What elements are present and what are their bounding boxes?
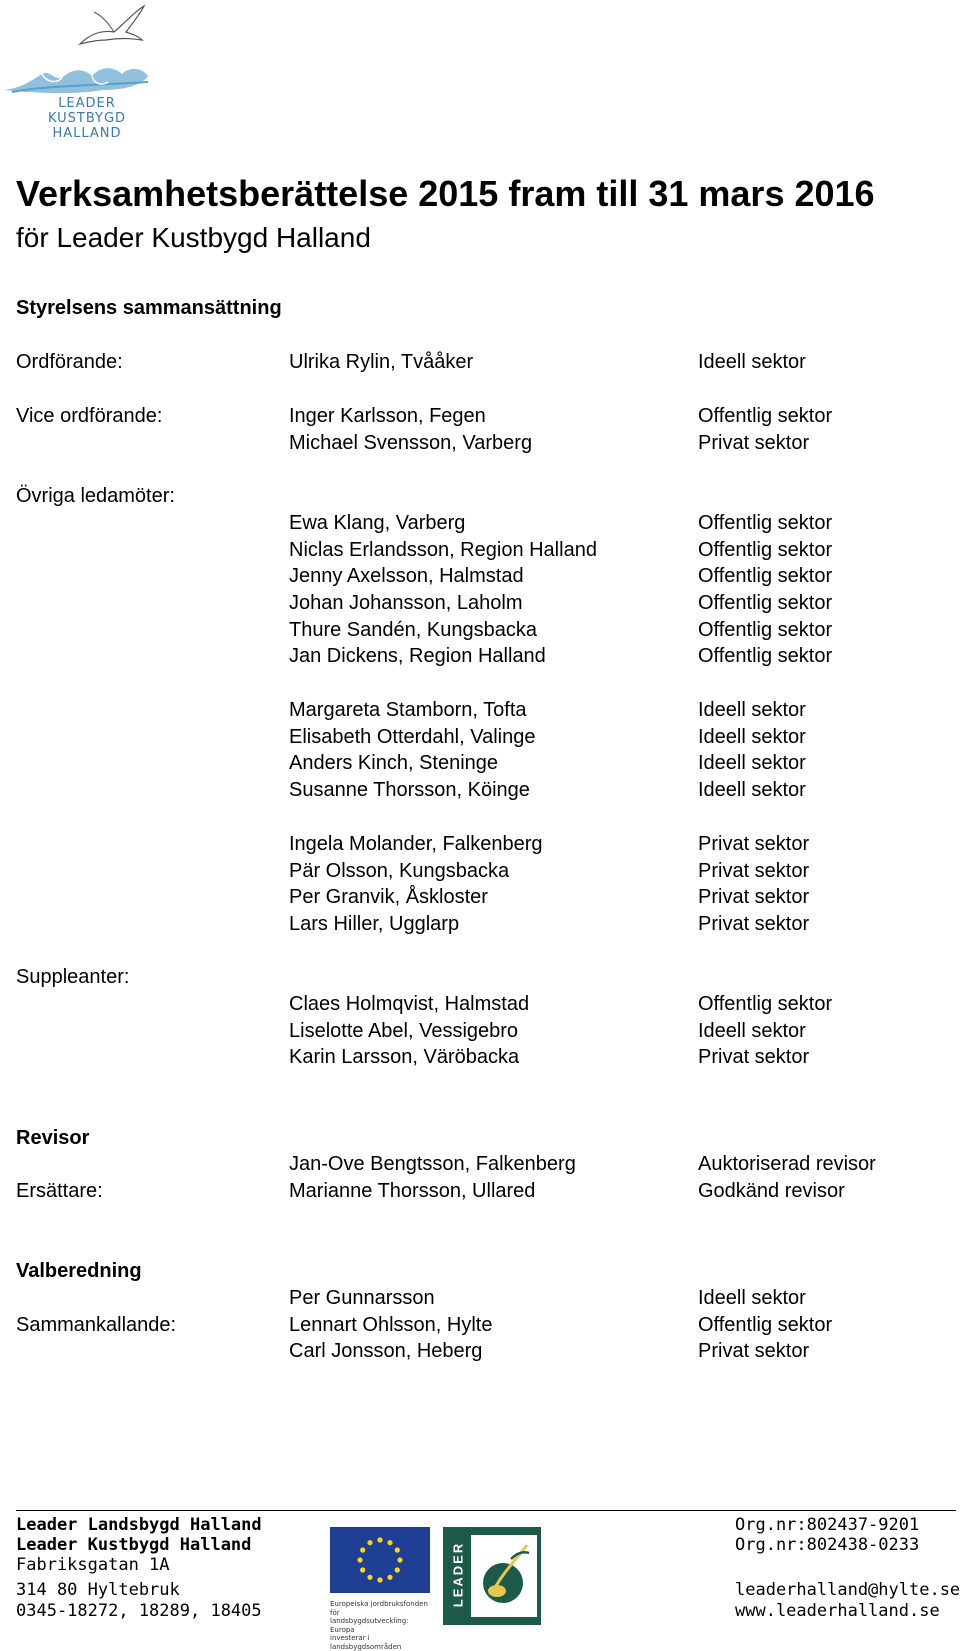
footer-orgnr-2: Org.nr:802438-0233 bbox=[735, 1535, 920, 1555]
nomination-heading: Valberedning bbox=[16, 1260, 142, 1282]
footer-web-link[interactable]: www.leaderhalland.se bbox=[735, 1601, 940, 1621]
vice-label: Vice ordförande: bbox=[16, 405, 163, 427]
members-label: Övriga ledamöter: bbox=[16, 485, 175, 507]
nomination-sector: Ideell sektor bbox=[698, 1287, 806, 1309]
eu-caption-line: Europeiska jordbruksfonden för bbox=[330, 1600, 428, 1617]
document-title: Verksamhetsberättelse 2015 fram till 31 mars 2016 bbox=[16, 173, 875, 214]
chair-sector: Ideell sektor bbox=[698, 351, 806, 373]
chair-label: Ordförande: bbox=[16, 351, 123, 373]
substitute-sector: Ideell sektor bbox=[698, 1020, 806, 1042]
member-name: Anders Kinch, Steninge bbox=[289, 752, 499, 774]
document-subtitle: för Leader Kustbygd Halland bbox=[16, 222, 371, 253]
nomination-sector: Privat sektor bbox=[698, 1340, 810, 1362]
member-name: Jenny Axelsson, Halmstad bbox=[289, 565, 524, 587]
member-name: Elisabeth Otterdahl, Valinge bbox=[289, 726, 536, 748]
footer-divider bbox=[16, 1510, 956, 1511]
footer-orgnr-1: Org.nr:802437-9201 bbox=[735, 1515, 920, 1535]
chair-name: Ulrika Rylin, Tvååker bbox=[289, 351, 474, 373]
nomination-name: Carl Jonsson, Heberg bbox=[289, 1340, 483, 1362]
member-sector: Ideell sektor bbox=[698, 752, 806, 774]
member-sector: Ideell sektor bbox=[698, 726, 806, 748]
member-name: Susanne Thorsson, Köinge bbox=[289, 779, 530, 801]
footer-email-link[interactable]: leaderhalland@hylte.se bbox=[735, 1580, 960, 1600]
member-sector: Offentlig sektor bbox=[698, 512, 833, 534]
substitute-name: Liselotte Abel, Vessigebro bbox=[289, 1020, 519, 1042]
footer-org-2: Leader Kustbygd Halland bbox=[16, 1535, 252, 1555]
leader-kustbygd-logo bbox=[2, 2, 152, 142]
nomination-sector: Offentlig sektor bbox=[698, 1314, 833, 1336]
substitute-sector: Privat sektor bbox=[698, 1046, 810, 1068]
logo-line-2: KUSTBYGD bbox=[47, 111, 127, 126]
nomination-name: Per Gunnarsson bbox=[289, 1287, 435, 1309]
logo-text bbox=[32, 96, 142, 141]
replacement-role: Godkänd revisor bbox=[698, 1180, 845, 1202]
eu-caption-line: landsbygdsutveckling: Europa bbox=[330, 1617, 409, 1634]
member-sector: Offentlig sektor bbox=[698, 619, 833, 641]
member-name: Jan Dickens, Region Halland bbox=[289, 645, 546, 667]
auditor-heading: Revisor bbox=[16, 1127, 90, 1149]
member-name: Lars Hiller, Ugglarp bbox=[289, 913, 460, 935]
replacement-name: Marianne Thorsson, Ullared bbox=[289, 1180, 536, 1202]
leader-logo-text: LEADER bbox=[450, 1541, 466, 1608]
board-heading: Styrelsens sammansättning bbox=[16, 297, 282, 319]
vice-sector: Privat sektor bbox=[698, 432, 810, 454]
vice-name: Michael Svensson, Varberg bbox=[289, 432, 533, 454]
member-sector: Privat sektor bbox=[698, 860, 810, 882]
substitutes-label: Suppleanter: bbox=[16, 966, 130, 988]
footer-org-1: Leader Landsbygd Halland bbox=[16, 1515, 262, 1535]
eu-caption-line: investerar i landsbygdsområden bbox=[330, 1634, 402, 1651]
substitute-name: Karin Larsson, Väröbacka bbox=[289, 1046, 520, 1068]
substitute-name: Claes Holmqvist, Halmstad bbox=[289, 993, 530, 1015]
wave-icon bbox=[2, 60, 152, 100]
member-name: Margareta Stamborn, Tofta bbox=[289, 699, 527, 721]
vice-name: Inger Karlsson, Fegen bbox=[289, 405, 486, 427]
member-sector: Offentlig sektor bbox=[698, 565, 833, 587]
footer-phone: 0345-18272, 18289, 18405 bbox=[16, 1601, 262, 1621]
member-sector: Privat sektor bbox=[698, 886, 810, 908]
logo-line-3: HALLAND bbox=[52, 126, 122, 141]
seagull-icon bbox=[72, 2, 152, 50]
eu-logo bbox=[330, 1527, 432, 1651]
substitute-sector: Offentlig sektor bbox=[698, 993, 833, 1015]
nomination-name: Lennart Ohlsson, Hylte bbox=[289, 1314, 493, 1336]
member-sector: Ideell sektor bbox=[698, 699, 806, 721]
footer-street: Fabriksgatan 1A bbox=[16, 1555, 170, 1575]
footer-city: 314 80 Hyltebruk bbox=[16, 1580, 180, 1600]
auditor-name: Jan-Ove Bengtsson, Falkenberg bbox=[289, 1153, 576, 1175]
replacement-label: Ersättare: bbox=[16, 1180, 103, 1202]
vice-sector: Offentlig sektor bbox=[698, 405, 833, 427]
logo-line-1: LEADER bbox=[58, 96, 116, 111]
member-name: Ewa Klang, Varberg bbox=[289, 512, 466, 534]
member-name: Thure Sandén, Kungsbacka bbox=[289, 619, 537, 641]
leader-logo bbox=[443, 1527, 541, 1625]
auditor-role: Auktoriserad revisor bbox=[698, 1153, 876, 1175]
eu-flag-icon bbox=[330, 1527, 430, 1593]
member-sector: Privat sektor bbox=[698, 833, 810, 855]
member-sector: Privat sektor bbox=[698, 913, 810, 935]
member-name: Per Granvik, Åskloster bbox=[289, 886, 488, 908]
member-sector: Ideell sektor bbox=[698, 779, 806, 801]
member-sector: Offentlig sektor bbox=[698, 592, 833, 614]
leader-emblem-icon bbox=[471, 1535, 537, 1617]
member-sector: Offentlig sektor bbox=[698, 645, 833, 667]
member-name: Johan Johansson, Laholm bbox=[289, 592, 523, 614]
member-name: Niclas Erlandsson, Region Halland bbox=[289, 539, 597, 561]
member-name: Pär Olsson, Kungsbacka bbox=[289, 860, 510, 882]
convener-label: Sammankallande: bbox=[16, 1314, 177, 1336]
member-sector: Offentlig sektor bbox=[698, 539, 833, 561]
member-name: Ingela Molander, Falkenberg bbox=[289, 833, 543, 855]
